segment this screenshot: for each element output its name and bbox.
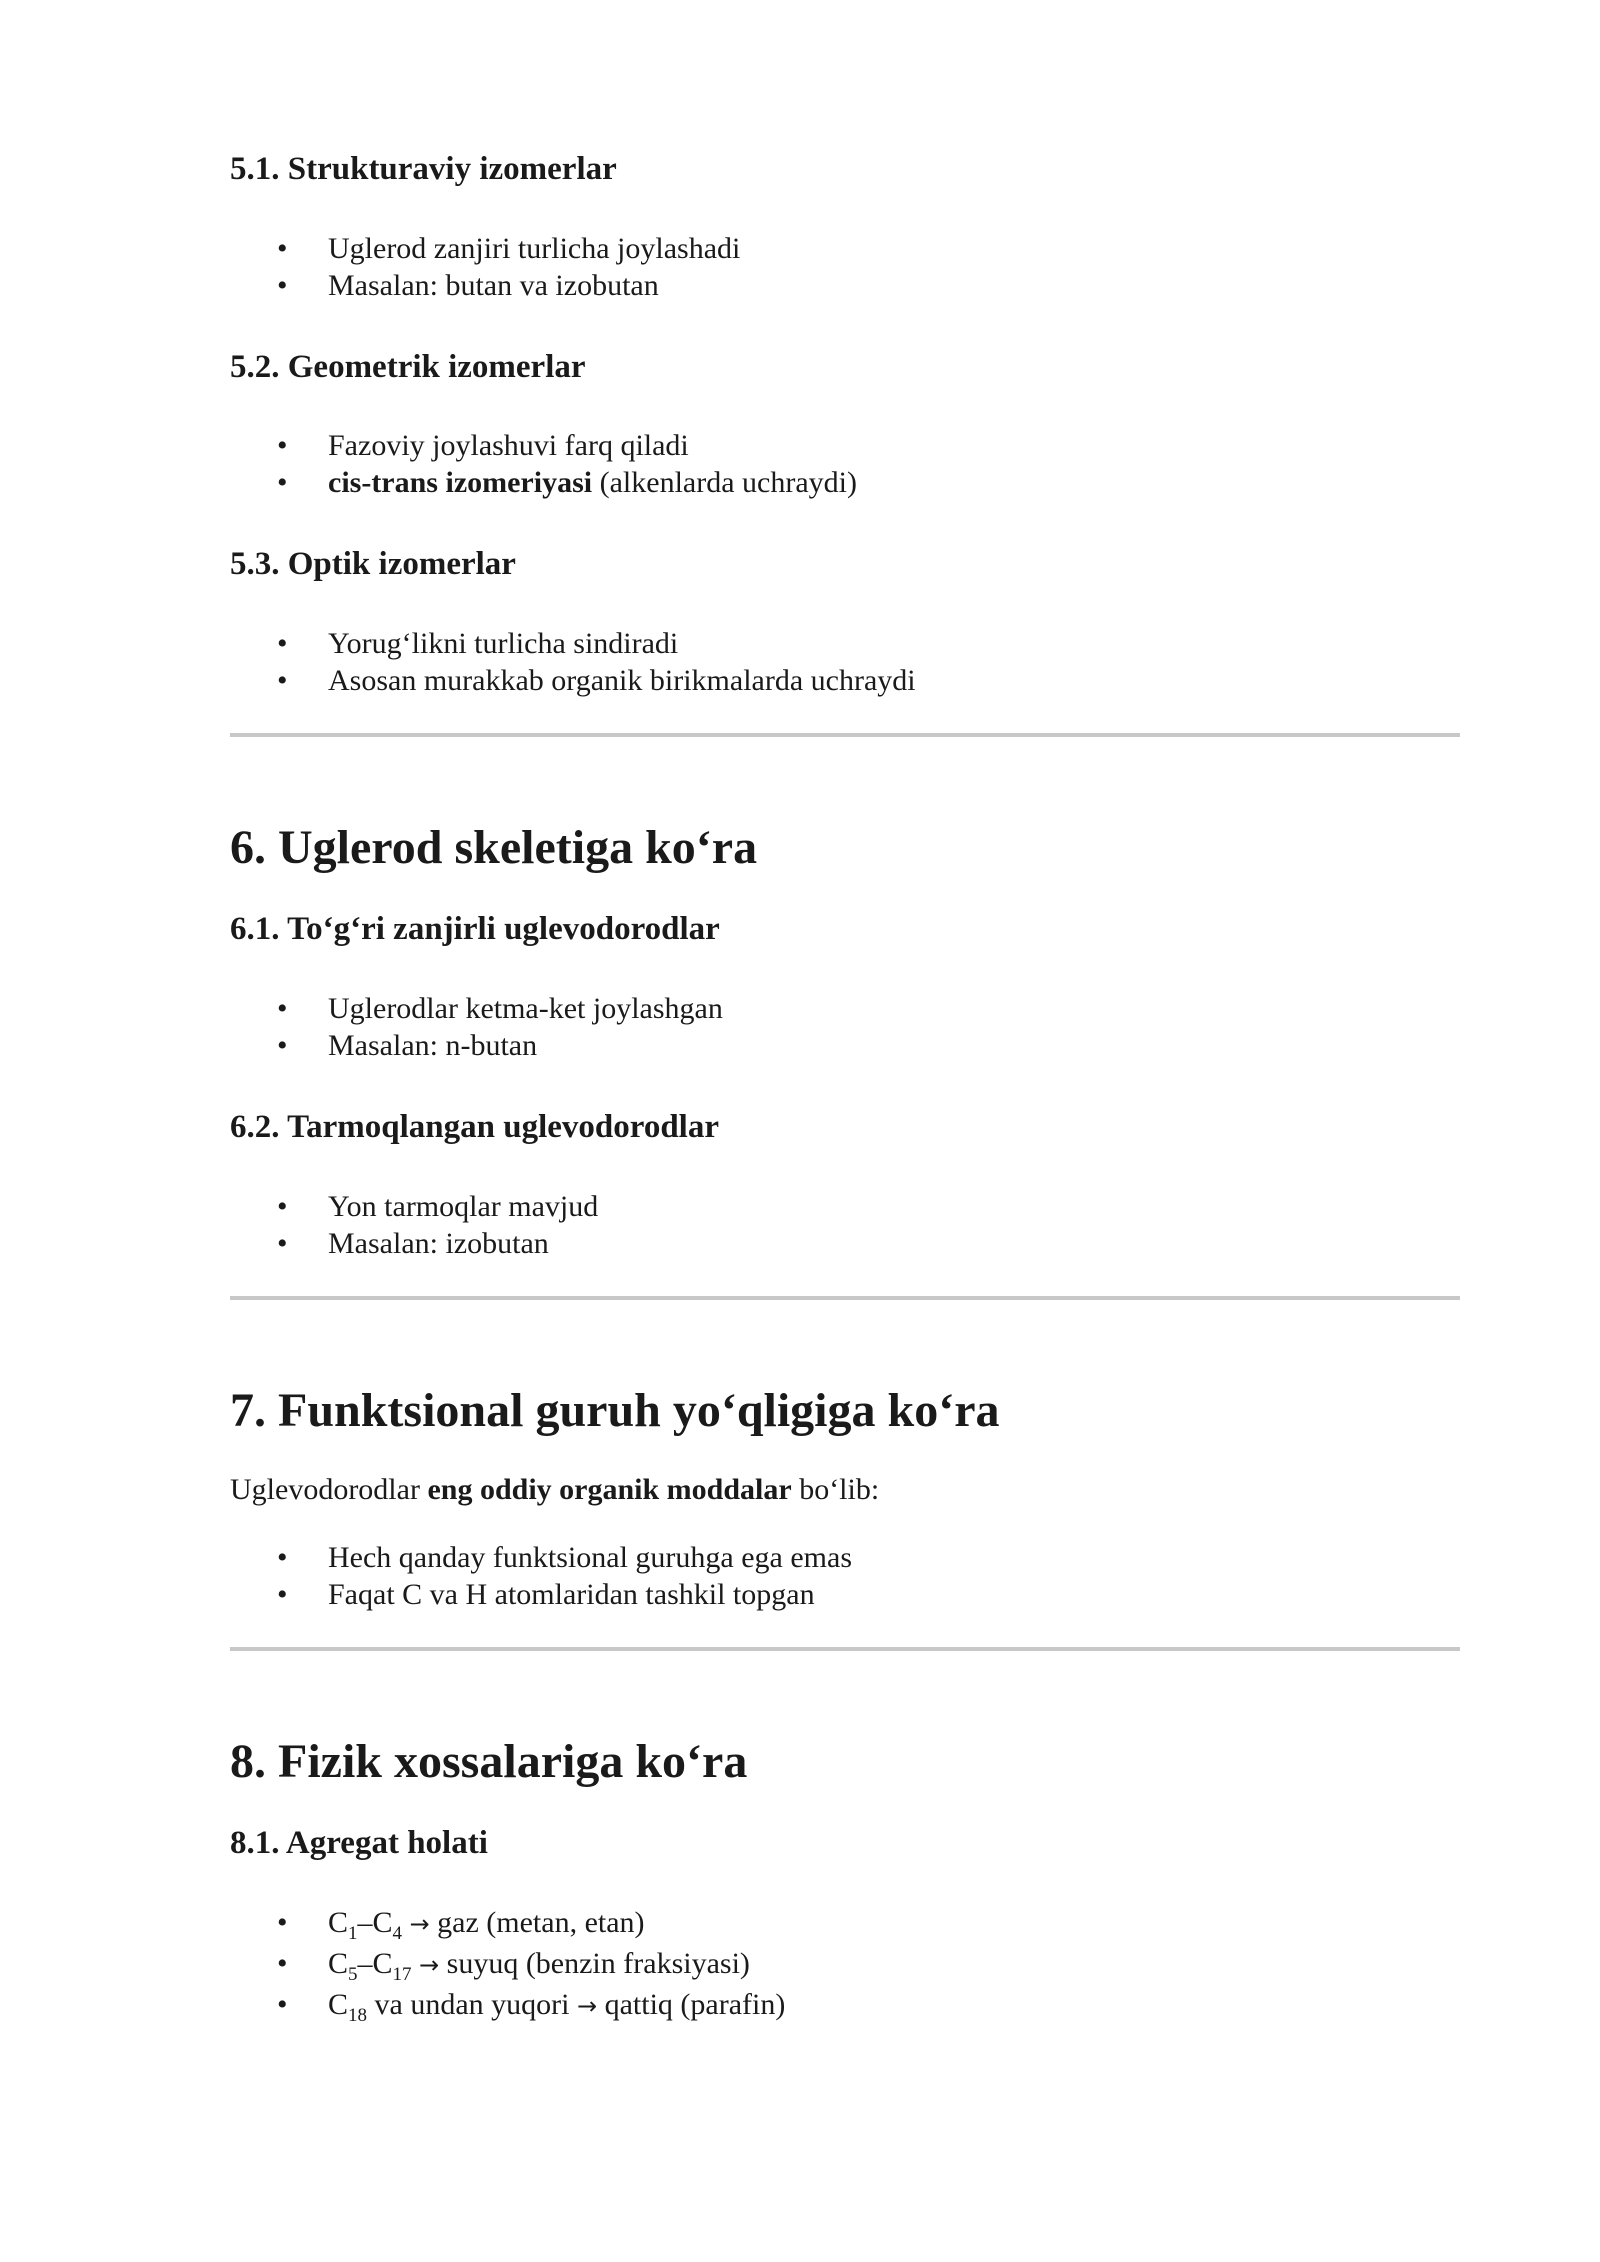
section-heading-8-1: 8.1. Agregat holati bbox=[230, 1825, 488, 1862]
bold-term: eng oddiy organik moddalar bbox=[427, 1473, 792, 1507]
bullet-icon: • bbox=[277, 1577, 288, 1611]
list-item: • Masalan: butan va izobutan bbox=[277, 268, 659, 302]
section-heading-6-1: 6.1. To‘g‘ri zanjirli uglevodorodlar bbox=[230, 911, 720, 948]
bullet-icon: • bbox=[277, 1028, 288, 1062]
list-item: • Fazoviy joylashuvi farq qiladi bbox=[277, 429, 689, 463]
list-item: • Uglerodlar ketma-ket joylashgan bbox=[277, 991, 723, 1025]
section-heading-6-2: 6.2. Tarmoqlangan uglevodorodlar bbox=[230, 1108, 719, 1145]
bullet-list-6-1 bbox=[230, 990, 1460, 1064]
list-item: • $C_5-C_{17}$ → suyuq (benzin fraksiyasi) bbox=[277, 1946, 750, 1985]
list-item: • Asosan murakkab organik birikmalarda uchraydi bbox=[277, 663, 916, 697]
bullet-list-5-1 bbox=[230, 230, 1460, 304]
bullet-list-6-2 bbox=[230, 1188, 1460, 1262]
section-heading-8: 8. Fizik xossalariga ko‘ra bbox=[230, 1734, 748, 1788]
section-heading-5-1: 5.1. Strukturaviy izomerlar bbox=[230, 151, 617, 187]
bullet-icon: • bbox=[277, 268, 288, 302]
list-item: • $C_1-C_4$ → gaz (metan, etan) bbox=[277, 1905, 645, 1944]
document-content bbox=[230, 150, 1460, 2027]
list-item: • Masalan: n-butan bbox=[277, 1028, 538, 1062]
bullet-list-7 bbox=[230, 1539, 1460, 1613]
list-item: • Yorug‘likni turlicha sindiradi bbox=[277, 626, 679, 660]
section-heading-6: 6. Uglerod skeletiga ko‘ra bbox=[230, 820, 758, 874]
bullet-icon: • bbox=[277, 1905, 288, 1939]
bullet-icon: • bbox=[277, 1189, 288, 1223]
arrow-right-icon: → bbox=[419, 1950, 440, 1979]
bullet-icon: • bbox=[277, 1946, 288, 1980]
section-heading-5-2: 5.2. Geometrik izomerlar bbox=[230, 348, 586, 385]
list-item: • cis-trans izomeriyasi (alkenlarda uchraydi) bbox=[277, 466, 857, 500]
list-item: • Masalan: izobutan bbox=[277, 1226, 549, 1260]
list-item: • Faqat C va H atomlaridan tashkil topgan bbox=[277, 1577, 815, 1611]
paragraph-7: Uglevodorodlar eng oddiy organik moddalar bo‘lib: bbox=[230, 1473, 880, 1507]
bullet-list-5-3 bbox=[230, 625, 1460, 699]
bullet-icon: • bbox=[277, 466, 288, 500]
bullet-icon: • bbox=[277, 1540, 288, 1574]
list-item: • $C_{18}$ va undan yuqori → qattiq (parafin) bbox=[277, 1987, 786, 2026]
bullet-icon: • bbox=[277, 429, 288, 463]
arrow-right-icon: → bbox=[576, 1991, 598, 2020]
bullet-icon: • bbox=[277, 626, 288, 660]
list-item: • Hech qanday funktsional guruhga ega emas bbox=[277, 1540, 852, 1574]
bullet-icon: • bbox=[277, 1987, 288, 2021]
bullet-icon: • bbox=[277, 991, 288, 1025]
list-item: • Uglerod zanjiri turlicha joylashadi bbox=[277, 231, 741, 265]
bullet-list-8-1 bbox=[230, 1904, 1460, 2027]
list-item: • Yon tarmoqlar mavjud bbox=[277, 1189, 599, 1223]
bullet-list-5-2 bbox=[230, 427, 1460, 501]
bold-term: cis-trans izomeriyasi bbox=[328, 466, 593, 500]
bullet-icon: • bbox=[277, 663, 288, 697]
section-heading-5-3: 5.3. Optik izomerlar bbox=[230, 546, 516, 583]
bullet-icon: • bbox=[277, 1226, 288, 1260]
arrow-right-icon: → bbox=[409, 1909, 430, 1938]
bullet-icon: • bbox=[277, 231, 288, 265]
section-heading-7: 7. Funktsional guruh yo‘qligiga ko‘ra bbox=[230, 1383, 1000, 1437]
